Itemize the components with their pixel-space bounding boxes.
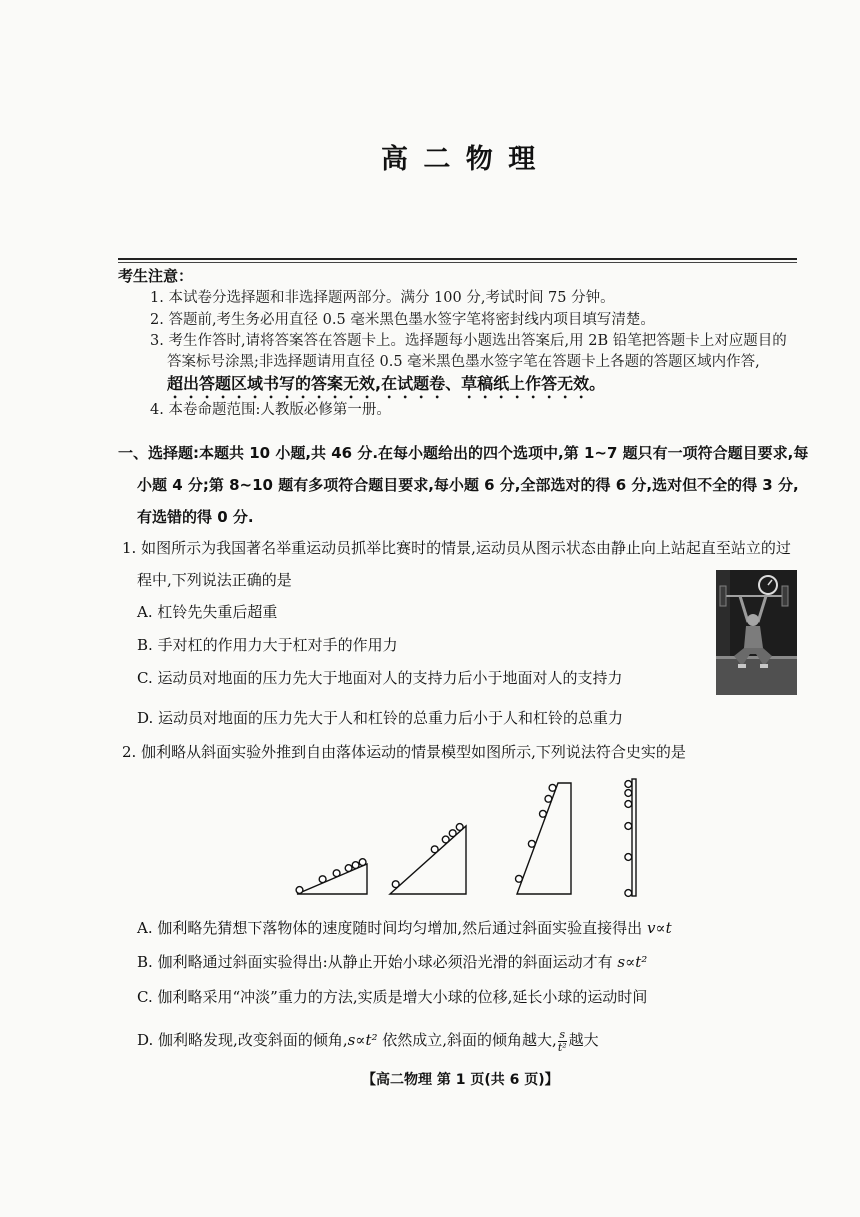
option-label: B. <box>137 636 153 654</box>
ball <box>296 887 303 894</box>
notice-item-2: 2. 答题前,考生务必用直径 0.5 毫米黑色墨水签字笔将密封线内项目填写清楚。 <box>150 312 655 328</box>
notice-item-3-emphasis: 超出答题区域书写的答案无效,在试题卷、草稿纸上作答无效。 <box>167 374 606 393</box>
incline-3 <box>516 783 572 894</box>
notice-item-3: 3. 考生作答时,请将答案答在答题卡上。选择题每小题选出答案后,用 2B 铅笔把答题卡上对应题目的 <box>150 333 787 349</box>
option-text: 伽利略采用“冲淡”重力的方法,实质是增大小球的位移,延长小球的运动时间 <box>157 988 648 1006</box>
galileo-incline-diagram <box>290 772 650 902</box>
barbell-plate-left <box>720 586 726 606</box>
exam-title: 高 二 物 理 <box>381 144 539 175</box>
photo-platform-edge <box>716 656 797 659</box>
formula: s∝t² <box>617 953 648 971</box>
ball <box>528 840 535 847</box>
ball <box>516 875 523 882</box>
q1-option-a <box>137 602 277 622</box>
ball <box>625 790 632 797</box>
notice-item-1: 1. 本试卷分选择题和非选择题两部分。满分 100 分,考试时间 75 分钟。 <box>150 290 615 306</box>
option-label: D. <box>137 1031 154 1049</box>
option-text: 越大 <box>568 1031 599 1049</box>
option-label: A. <box>137 603 153 621</box>
header-rule-thin <box>118 262 797 263</box>
free-fall-pole <box>632 779 636 896</box>
option-text: 杠铃先失重后超重 <box>157 603 278 621</box>
ball <box>549 784 556 791</box>
q2-option-b <box>137 952 647 972</box>
q1-stem-line-2: 程中,下列说法正确的是 <box>137 571 292 589</box>
notice-heading: 考生注意： <box>118 267 194 285</box>
weightlifter-photo <box>716 570 797 695</box>
athlete-head <box>747 614 759 626</box>
formula: s∝t² <box>347 1031 378 1049</box>
ball <box>449 830 456 837</box>
q2-stem: 2. 伽利略从斜面实验外推到自由落体运动的情景模型如图所示,下列说法符合史实的是 <box>122 743 686 761</box>
option-label: A. <box>137 919 153 937</box>
q1-stem: 1. 如图所示为我国著名举重运动员抓举比赛时的情景,运动员从图示状态由静止向上站起直至站立的过 <box>122 539 791 557</box>
ball <box>625 823 632 830</box>
section-one-heading-line-3: 有选错的得 0 分. <box>137 508 254 526</box>
ball <box>625 890 632 897</box>
header-rule-thick <box>118 258 797 260</box>
notice-item-3-continued: 答案标号涂黑;非选择题请用直径 0.5 毫米黑色墨水签字笔在答题卡上各题的答题区域内作答, <box>167 354 760 370</box>
athlete-shoe-right <box>760 664 768 668</box>
ball <box>431 846 438 853</box>
page-footer: 【高二物理 第 1 页(共 6 页)】 <box>362 1072 559 1088</box>
athlete-torso <box>744 626 763 648</box>
ball <box>333 870 340 877</box>
incline-1 <box>296 859 367 894</box>
free-fall-column <box>625 779 636 896</box>
ball <box>456 824 463 831</box>
incline-3-triangle <box>517 783 571 894</box>
ball <box>625 781 632 788</box>
option-label: C. <box>137 669 153 687</box>
ball <box>392 881 399 888</box>
q1-option-b <box>137 635 398 655</box>
option-label: B. <box>137 953 153 971</box>
ball <box>442 836 449 843</box>
ball <box>625 854 632 861</box>
option-text: 运动员对地面的压力先大于地面对人的支持力后小于地面对人的支持力 <box>157 669 623 687</box>
option-label: D. <box>137 709 154 727</box>
option-text: 伽利略先猜想下落物体的速度随时间均匀增加,然后通过斜面实验直接得出 <box>157 919 643 937</box>
option-text: 伽利略发现,改变斜面的倾角, <box>158 1031 348 1049</box>
athlete-shoe-left <box>738 664 746 668</box>
fraction-denominator: t² <box>557 1040 567 1054</box>
ball <box>345 865 352 872</box>
ball <box>352 862 359 869</box>
q2-option-c <box>137 987 647 1007</box>
formula: v∝t <box>646 919 672 937</box>
ball <box>319 876 326 883</box>
q2-option-d <box>137 1027 599 1054</box>
incline-2 <box>390 824 466 894</box>
ball <box>625 801 632 808</box>
q1-option-d <box>137 708 623 728</box>
q1-option-c <box>137 668 623 688</box>
notice-item-4: 4. 本卷命题范围:人教版必修第一册。 <box>150 402 391 418</box>
q2-option-a <box>137 918 672 938</box>
ball <box>359 859 366 866</box>
section-one-heading-line-2: 小题 4 分;第 8~10 题有多项符合题目要求,每小题 6 分,全部选对的得 6 分,选对但不全的得 3 分, <box>137 476 799 494</box>
ball <box>545 795 552 802</box>
option-label: C. <box>137 988 153 1006</box>
option-text: 运动员对地面的压力先大于人和杠铃的总重力后小于人和杠铃的总重力 <box>158 709 624 727</box>
option-text: 伽利略通过斜面实验得出:从静止开始小球必须沿光滑的斜面运动才有 <box>157 953 613 971</box>
barbell-plate-right <box>782 586 788 606</box>
section-one-heading: 一、选择题:本题共 10 小题,共 46 分.在每小题给出的四个选项中,第 1~7 题只有一项符合题目要求,每 <box>118 444 809 462</box>
ball <box>540 810 547 817</box>
option-text: 手对杠的作用力大于杠对手的作用力 <box>157 636 398 654</box>
photo-platform <box>716 658 797 695</box>
option-text: 依然成立,斜面的倾角越大, <box>382 1031 557 1049</box>
fraction-numerator: s <box>559 1027 566 1041</box>
fraction <box>558 1029 567 1054</box>
